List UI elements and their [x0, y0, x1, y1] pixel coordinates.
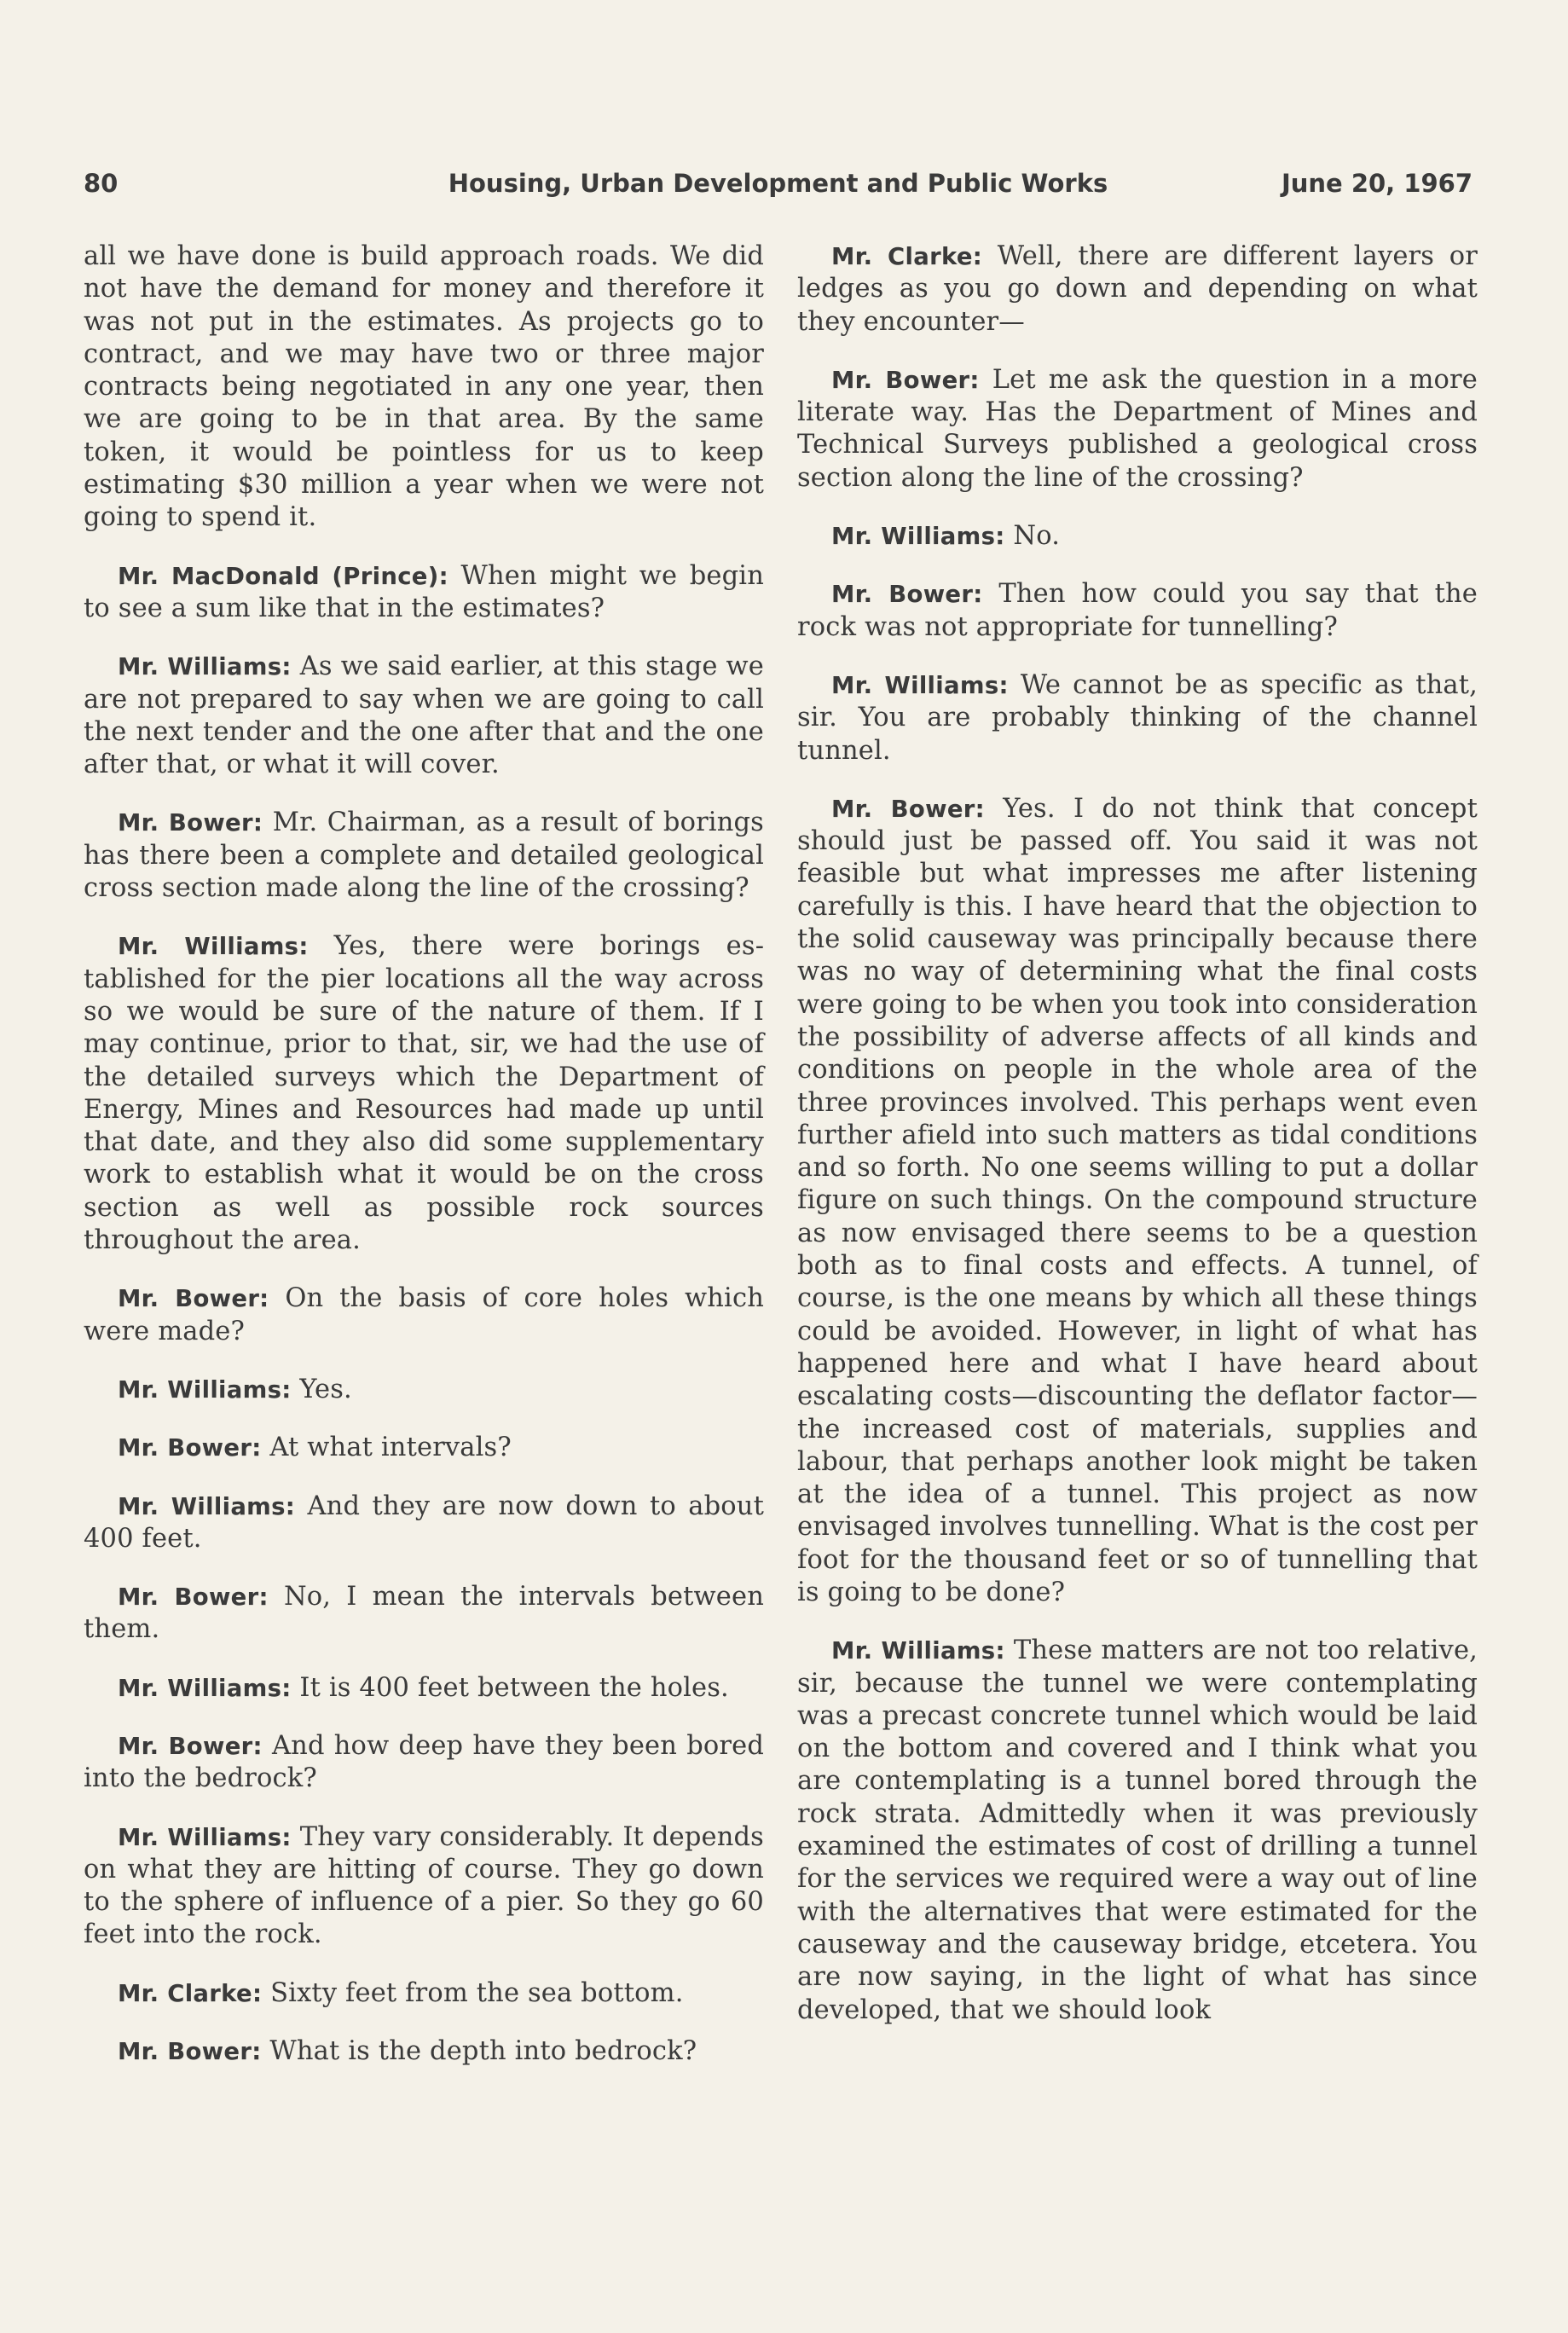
- paragraph: [84, 1821, 764, 1952]
- speaker-name: Mr. Williams:: [831, 671, 1009, 699]
- page-number: 80: [84, 169, 119, 198]
- speaker-name: Mr. Bower:: [831, 581, 983, 609]
- speaker-name: Mr. Williams:: [118, 1375, 292, 1404]
- paragraph: [797, 578, 1478, 644]
- speaker-name: Mr. Bower:: [118, 1583, 269, 1612]
- paragraph: [84, 1730, 764, 1796]
- paragraph: [797, 520, 1478, 553]
- paragraph-text: And how deep have they been bored into the bedrock?: [84, 1730, 764, 1794]
- paragraph-text: It is 400 feet between the holes.: [299, 1672, 729, 1703]
- paragraph-text: Yes.: [299, 1374, 352, 1404]
- right-column: [797, 240, 1478, 2052]
- paragraph: [84, 930, 764, 1257]
- paragraph-text: And they are now down to about 400 feet.: [84, 1491, 764, 1554]
- speaker-name: Mr. Williams:: [118, 653, 292, 681]
- paragraph-text: When might we begin to see a sum like that in the estimates?: [84, 560, 764, 623]
- paragraph-text: Mr. Chairman, as a result of borings has there been a complete and detailed geological cross section made along the line of the crossing?: [84, 808, 764, 904]
- paragraph: [797, 793, 1478, 1609]
- paragraph: [84, 807, 764, 905]
- paragraph: [797, 364, 1478, 495]
- speaker-name: Mr. Clarke:: [118, 1979, 263, 2007]
- speaker-name: Mr. MacDonald (Prince):: [118, 562, 448, 590]
- speaker-name: Mr. Williams:: [118, 1492, 296, 1520]
- header-date: June 20, 1967: [1281, 169, 1473, 198]
- speaker-name: Mr. Williams:: [831, 1637, 1005, 1665]
- paragraph: [84, 1282, 764, 1348]
- speaker-name: Mr. Williams:: [831, 523, 1005, 551]
- paragraph: [84, 2035, 764, 2068]
- page-header: [84, 169, 1473, 208]
- paragraph: [84, 560, 764, 626]
- speaker-name: Mr. Bower:: [118, 809, 263, 837]
- speaker-name: Mr. Bower:: [831, 366, 980, 394]
- paragraph-text: These matters are not too relative, sir, because the tunnel we were contemplating was a precast concrete tunnel which would be laid on the bottom and covered and I think what you are contemplating is a tunnel bored through the rock strata. Admittedly when it was previously examined the estimates of cost of drilling a tunnel for the services we required were a way out of line with the alternatives that were estimated for the causeway and the causeway bridge, etcetera. You are now saying, in the light of what has since developed, that we should look: [797, 1635, 1478, 2025]
- paragraph-text: Let me ask the question in a more literate way. Has the Department of Mines and Technical Surveys published a geological cross section along the line of the crossing?: [797, 364, 1478, 493]
- paragraph-text: Sixty feet from the sea bottom.: [270, 1977, 684, 2008]
- paragraph: [84, 1672, 764, 1705]
- paragraph: [84, 1977, 764, 2010]
- paragraph-text: all we have done is build approach roads. We did not have the demand for money and therefore it was not put in the estimates. As projects go to contract, and we may have two or three major contracts being negotiated in any one year, then we are going to be in that area. By the same token, it would be pointless for us to keep estimating $30 million a year when we were not going to spend it.: [84, 241, 764, 533]
- paragraph: [84, 651, 764, 781]
- paragraph: [797, 669, 1478, 767]
- paragraph: [84, 240, 764, 535]
- paragraph-text: We cannot be as specific as that, sir. You are probably thinking of the channel tunnel.: [797, 669, 1478, 766]
- speaker-name: Mr. Bower:: [118, 1285, 269, 1313]
- paragraph-text: At what intervals?: [269, 1433, 512, 1463]
- speaker-name: Mr. Bower:: [118, 1732, 263, 1760]
- speaker-name: Mr. Bower:: [118, 1434, 262, 1462]
- paragraph-text: No, I mean the intervals between them.: [84, 1582, 764, 1645]
- speaker-name: Mr. Williams:: [118, 1823, 292, 1851]
- speaker-name: Mr. Williams:: [118, 1674, 292, 1702]
- paragraph: [84, 1491, 764, 1556]
- paragraph: [84, 1581, 764, 1647]
- paragraph-text: No.: [1013, 521, 1061, 552]
- speaker-name: Mr. Bower:: [831, 795, 985, 823]
- paragraph-text: Well, there are different layers or ledges as you go down and depending on what they encounter—: [797, 241, 1478, 337]
- paragraph-text: On the basis of core holes which were made?: [84, 1283, 764, 1346]
- speaker-name: Mr. Bower:: [118, 2038, 262, 2066]
- left-column: [84, 240, 764, 2093]
- paragraph-text: Yes. I do not think that concept should just be passed off. You said it was not feasible but what impresses me after listening carefully is this. I have heard that the objection to the solid causeway was principally because there was no way of determining what the final costs were going to be when you took into consideration the possibility of adverse affects of all kinds and conditions on people in the whole area of the three provinces involved. This perhaps went even further afield into such matters as tidal conditions and so forth. No one seems willing to put a dollar figure on such things. On the compound structure as now envisaged there seems to be a question both as to final costs and effects. A tunnel, of course, is the one means by which all these things could be avoided. However, in light of what has happened here and what I have heard about escalating costs—discounting the deflator factor—the increased cost of materials, supplies and labour, that perhaps another look might be taken at the idea of a tunnel. This project as now envisaged involves tunnelling. What is the cost per foot for the thousand feet or so of tunnelling that is going to be done?: [797, 793, 1478, 1607]
- paragraph: [797, 1635, 1478, 2027]
- paragraph: [84, 1432, 764, 1464]
- speaker-name: Mr. Clarke:: [831, 243, 983, 270]
- paragraph-text: Then how could you say that the rock was not appropriate for tunnelling?: [797, 579, 1478, 642]
- paragraph: [84, 1374, 764, 1406]
- paragraph: [797, 240, 1478, 339]
- paragraph-text: What is the depth into bedrock?: [269, 2036, 697, 2067]
- running-title: Housing, Urban Development and Public Works: [448, 169, 1108, 198]
- paragraph-text: Yes, there were borings established for the pier locations all the way across so we would be sure of the nature of them. If I may continue, prior to that, sir, we had the use of the detailed surveys which the Department of Energy, Mines and Resources had made up until that date, and they also did some supplementary work to establish what it would be on the cross section as well as possible rock sources throughout the area.: [84, 931, 764, 1256]
- speaker-name: Mr. Williams:: [118, 933, 309, 961]
- paragraph-text: They vary considerably. It depends on what they are hitting of course. They go down to the sphere of influence of a pier. So they go 60 feet into the rock.: [84, 1821, 764, 1950]
- paragraph-text: As we said earlier, at this stage we are not prepared to say when we are going to call the next tender and the one after that and the one after that, or what it will cover.: [84, 651, 764, 780]
